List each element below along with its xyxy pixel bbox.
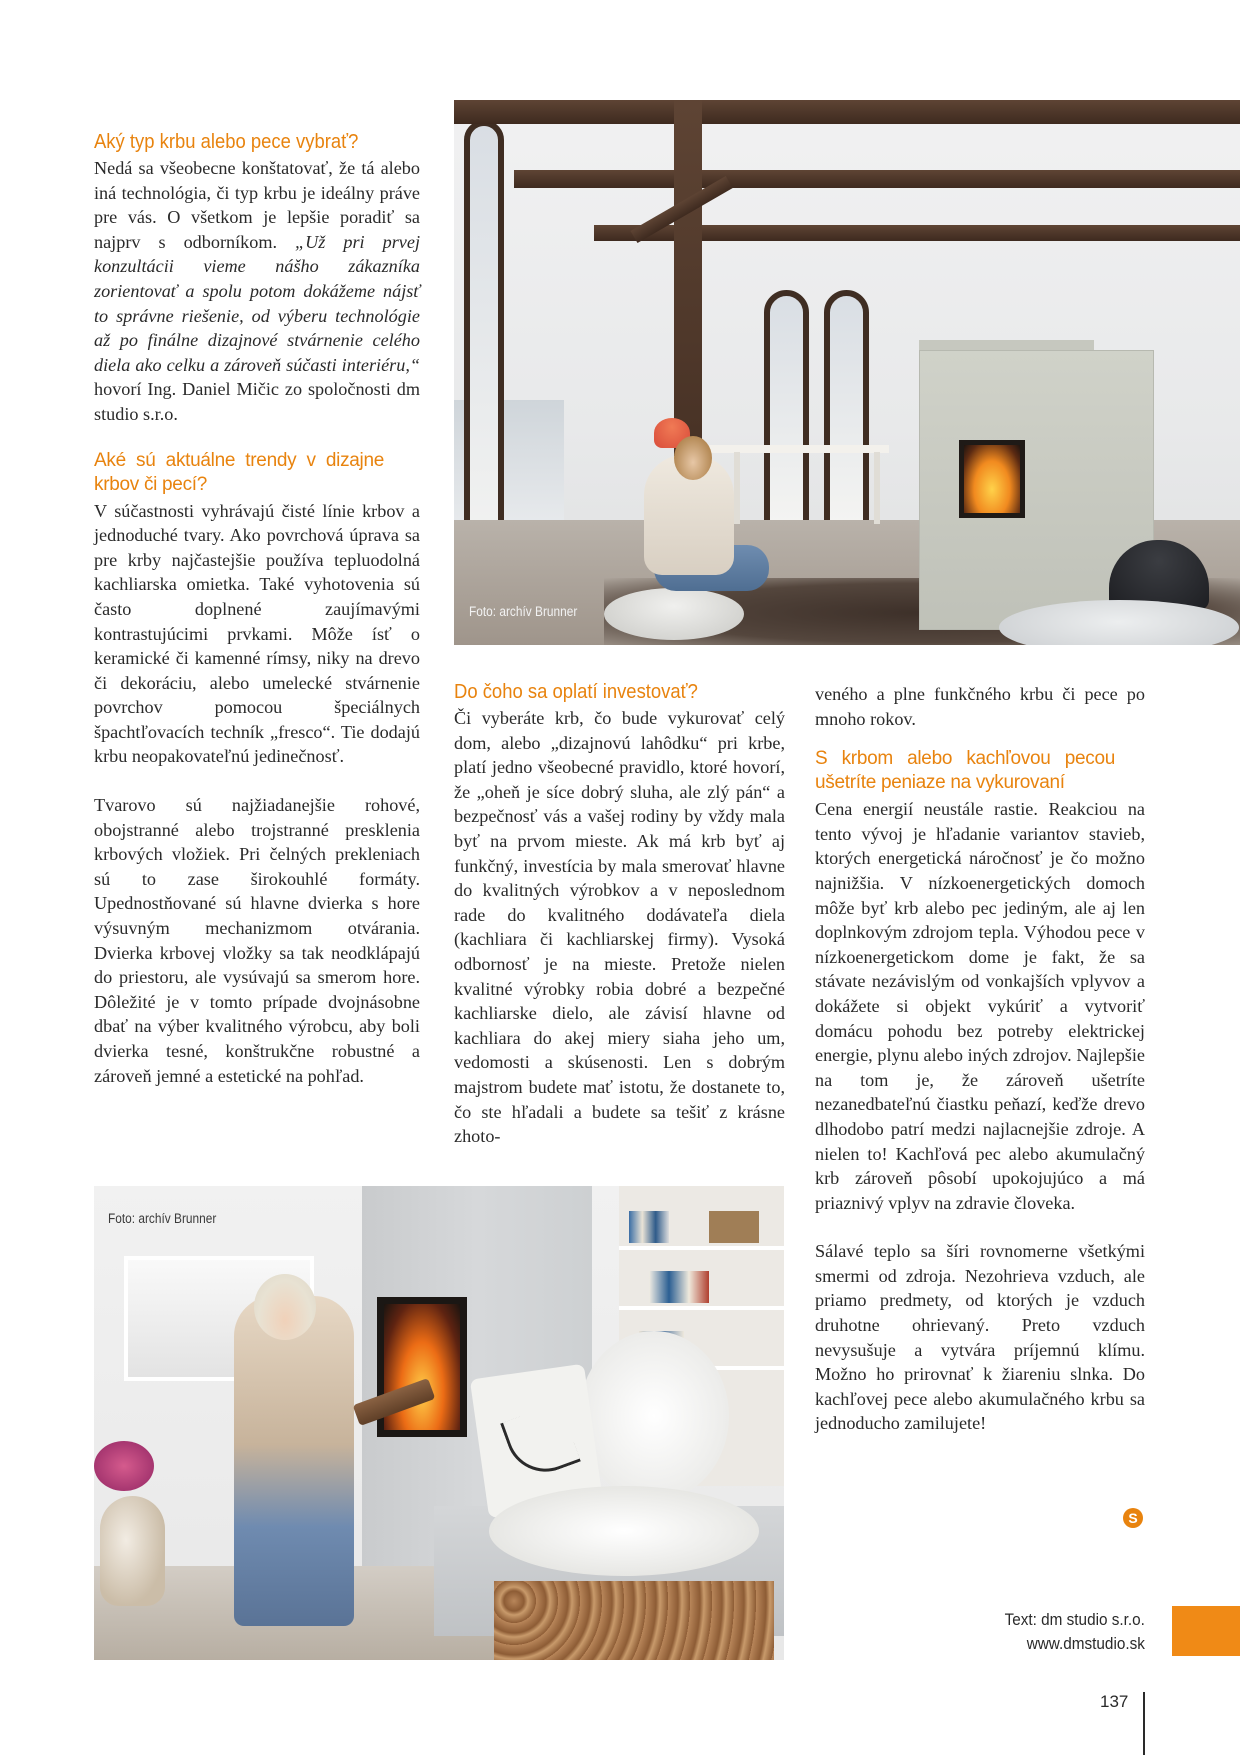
paragraph-investment: Či vyberáte krb, čo bude vykurovať celý dom, alebo „dizajnovú lahôdku“ pri krbe, platí jedno všeobecné pravidlo, ktoré hovorí, že „oheň je síce dobrý sluha, ale zlý pán“ a bezpečnosť vás a vašej rodiny by vždy mala byť na prvom mieste. Ak má krb byť aj funkčný, investícia by mala smerovať hlavne do kvalitných výrobkov a v neposlednom rade do kvalitného dodávateľa diela (kachliara či kachliarskej firmy). Vysoká odbornosť je na mieste. Pretože nielen kvalitné výrobky robia dobré a bezpečné kachliarske dielo, ale závisí hlavne od kachliara do akej miery siaha jeho um, vedomosti a skúsenosti. Len s dobrým majstrom budete mať istotu, že dostanete to, čo ste hľadali a budete sa tešiť z krásne zhoto- [454,708,785,1147]
photo-window-gothic-1 [764,290,809,530]
column-left [94,130,420,1088]
paragraph-energy: Cena energií neustále rastie. Reakciou na tento vývoj je hľadanie variantov stavieb, ktorých energetická náročnosť je čo možno najnižšia. V nízkoenergetických domoch môže byť krb alebo pec jediným, ale aj len doplnkovým zdrojom tepla. Výhodou pece v nízkoenergetickom dome je fakt, že sa stávate nezávislým od vonkajších vplyvov a dokážete si objekt vykúriť a vytvoriť domácu pohodu bez potreby elektrickej energie, plynu alebo iných zdrojov. Najlepšie na tom je, že zároveň ušetríte nezanedbateľnú čiastku peňazí, keďže drevo dlhodobo patrí medzi najlacnejšie zdroje. A nielen to! Kachľová pec alebo akumulačný krb zároveň pôsobí upokojujúco a má priaznivý vplyv na zdravie človeka. [815,799,1145,1213]
article-credits [989,1608,1145,1656]
paragraph-design-trends: V súčastnosti vyhrávajú čisté línie krbov a jednoduché tvary. Ako povrchová úprava sa pre krby najčastejšie používa tepluodolná kachliarska omietka. Také vyhotovenia sú často doplnené zaujímavými kontrastujúcimi prvkami. Môže ísť o keramické či kamenné rímsy, niky na drevo či dekoráciu, alebo umelecké stvárnenie povrchov pomocou špeciálnych špachtľovacích techník „fresco“. Tie dodajú krbu neopakovateľnú jedinečnosť. [94,500,420,767]
photo-sheepskin [579,1331,729,1501]
photo-fire [377,1297,467,1437]
paragraph-glazing-shapes: Tvarovo sú najžiadanejšie rohové, obojstranné alebo trojstranné presklenia krbových vložiek. Pri čelných prekleniach sú to zase širokouhlé formáty. Upednostňované sú hlavne dvierka s hore výsuvným mechanizmom otvárania. Dvierka krbovej vložky sa tak neodklápajú do priestoru, ale vysúvajú sa smerom hore. Dôležité je v tomto prípade dvojnásobne dbať na výber kvalitného výrobcu, aby boli dvierka tesné, konštrukčne robustné a zároveň jemné a estetické na pohľad. [94,795,420,1086]
photo-woman-head [674,436,712,480]
heading-save-money: S krbom alebo kachľovou pecou ušetríte peniaze na vykurovaní [815,748,1115,794]
photo-ceiling-beam [454,100,1240,124]
end-mark-icon: S [1123,1508,1143,1528]
photo-table-leg [874,452,880,524]
page-number-rule [1143,1692,1145,1755]
photo-woman-head [254,1274,316,1340]
quote-text: „Už pri prvej konzultácii vieme nášho zákazníka zorientovať a spolu potom dokážeme nájsť to správne riešenie, od výberu technológie až po finálne dizajnové stvárnenie celého diela ako celku a zároveň súčasti interiéru,“ [94,231,420,375]
heading-fireplace-type: Aký typ krbu alebo pece vybrať? [94,130,359,153]
photo-ceiling-beam-2 [514,170,1240,188]
photo-tulips [94,1441,154,1491]
photo-vase [100,1496,165,1606]
page-tab-marker [1172,1606,1240,1656]
heading-investment: Do čoho sa oplatí investovať? [454,680,698,703]
photo-books [649,1271,709,1303]
photo-living-room-fireplace [454,100,1240,645]
paragraph-fireplace-type [94,156,420,427]
photo-table-leg [734,452,740,524]
column-middle [454,680,785,1149]
photo-caption: Foto: archív Brunner [469,604,578,619]
photo-basket [709,1211,759,1243]
photo-firewood [494,1581,774,1660]
credits-author: Text: dm studio s.r.o. [1004,1610,1145,1629]
photo-books [629,1211,669,1243]
credits-website: www.dmstudio.sk [1026,1634,1145,1653]
paragraph-continuation: veného a plne funkčného krbu či pece po mnoho rokov. [815,684,1145,729]
page-number: 137 [1100,1692,1129,1711]
heading-design-trends: Aké sú aktuálne trendy v dizajne krbov či pecí? [94,449,384,495]
column-right [815,682,1145,1436]
photo-fire [959,440,1025,518]
photo-shelf [619,1246,784,1250]
paragraph-text: hovorí Ing. Daniel Mičic zo spoločnosti dm studio s.r.o. [94,379,420,424]
photo-corner-fireplace [94,1186,784,1660]
photo-shelf [619,1306,784,1310]
paragraph-radiant-heat: Sálavé teplo sa šíri rovnomerne všetkými smermi od zdroja. Nezohrieva vzduch, ale priamo predmety, od ktorých je vzduch druhotne ohrievaný. Preto vzduch nevysušuje a vytvára príjemnú klímu. Možno ho prirovnať k žiareniu slnka. Do kachľovej pece alebo akumulačného krbu sa jednoducho zamilujete! [815,1241,1145,1434]
photo-caption: Foto: archív Brunner [108,1211,217,1226]
photo-window-gothic-2 [824,290,869,530]
photo-woman [234,1296,354,1626]
photo-floor-cushion [604,588,744,640]
photo-sheepskin [489,1486,759,1576]
paragraph-text: Nedá sa všeobecne konštatovať, že tá alebo iná technológia, či typ krbu je ideálny práve pre vás. O všetkom je lepšie poradiť sa najprv s odborníkom. [94,158,420,252]
